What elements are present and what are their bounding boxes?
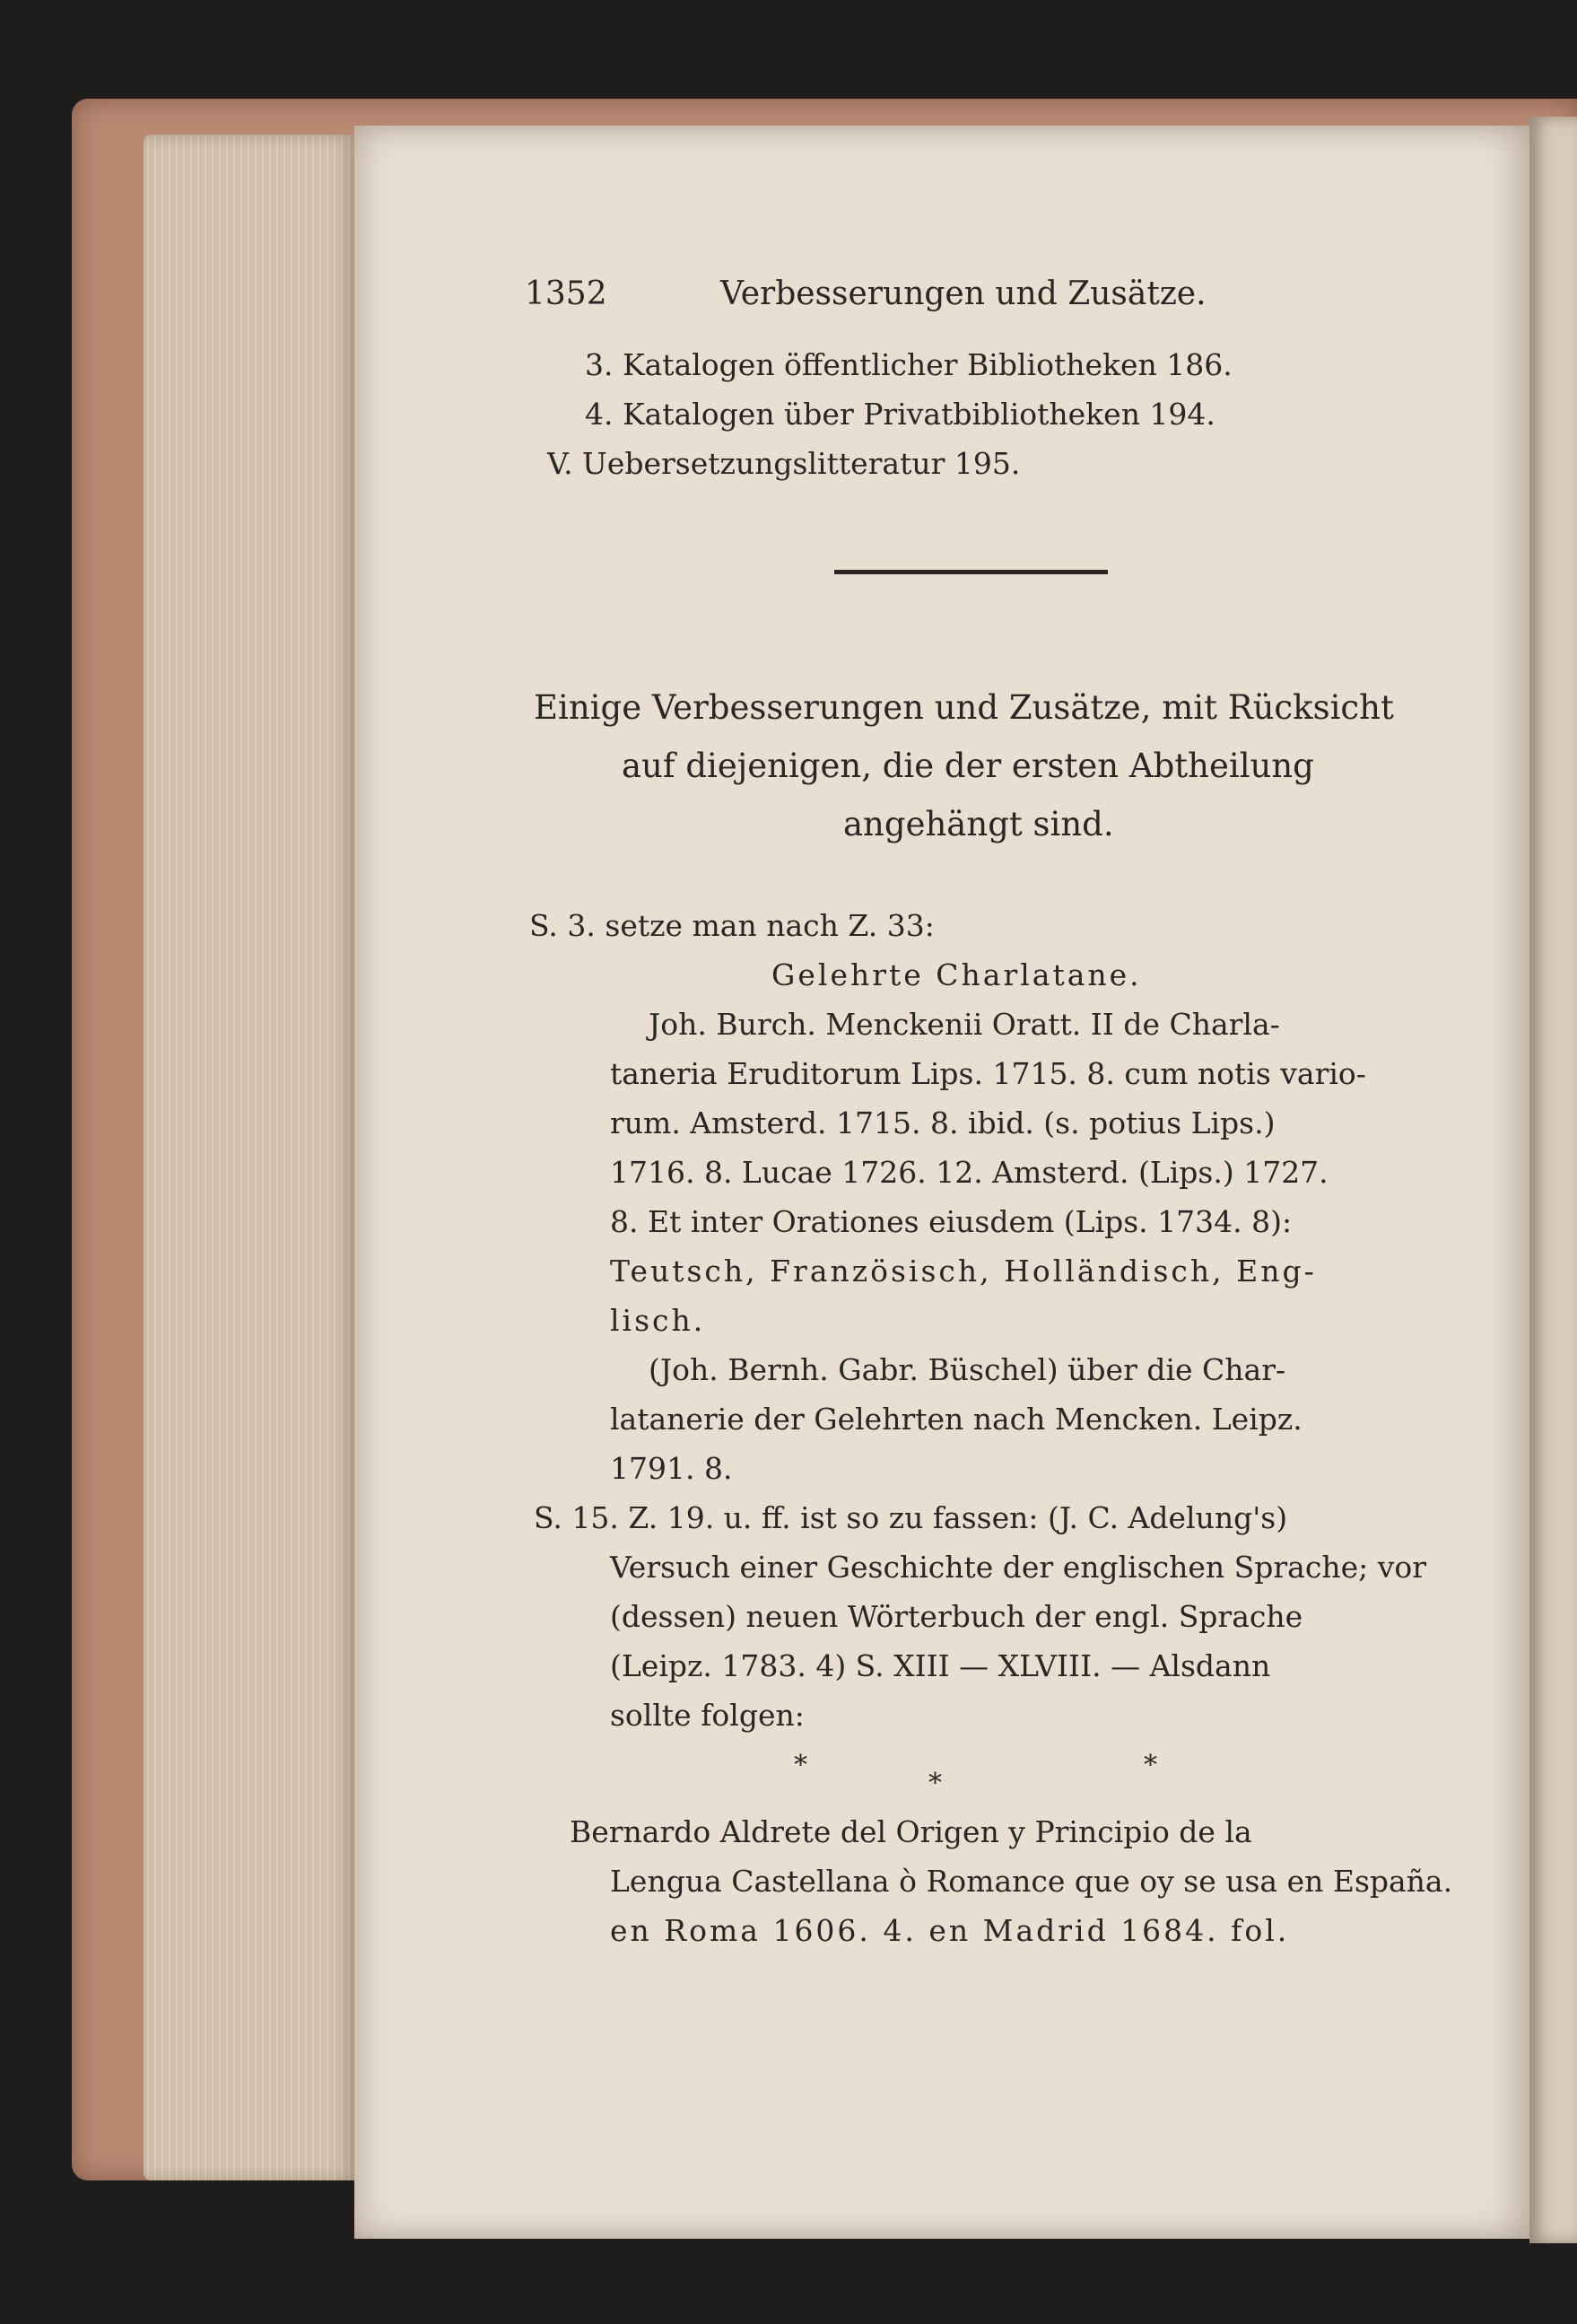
section-heading-line3: angehängt sind. <box>843 805 1114 843</box>
entry-line: S. 15. Z. 19. u. ff. ist so zu fassen: (J. C. Adelung's) <box>534 1500 1288 1535</box>
entry-line: 8. Et inter Orationes eiusdem (Lips. 1734. 8): <box>610 1204 1293 1239</box>
entry-line: taneria Eruditorum Lips. 1715. 8. cum notis vario- <box>610 1056 1366 1091</box>
running-title: Verbesserungen und Zusätze. <box>720 275 1207 312</box>
facing-page-edge <box>1529 117 1577 2243</box>
entry-line: (dessen) neuen Wörterbuch der engl. Sprache <box>610 1599 1303 1634</box>
entry-line: Versuch einer Geschichte der englischen Sprache; vor <box>610 1550 1426 1585</box>
entry-line: Lengua Castellana ò Romance que oy se usa en España. <box>610 1864 1453 1899</box>
page-number: 1352 <box>525 275 607 312</box>
entry-line: Joh. Burch. Menckenii Oratt. II de Charla- <box>649 1007 1280 1042</box>
toc-item: 3. Katalogen öffentlicher Bibliotheken 186. <box>585 347 1233 382</box>
entry-line: 1716. 8. Lucae 1726. 12. Amsterd. (Lips.) 1727. <box>610 1155 1329 1190</box>
entry-line: lisch. <box>610 1303 706 1338</box>
entry-line: Teutsch, Französisch, Holländisch, Eng- <box>610 1254 1317 1289</box>
entry-line: latanerie der Gelehrten nach Mencken. Leipz. <box>610 1402 1303 1437</box>
entry-subheading: Gelehrte Charlatane. <box>771 957 1142 992</box>
toc-item: V. Uebersetzungslitteratur 195. <box>547 446 1021 481</box>
asterisk: * <box>794 1750 807 1781</box>
asterisk: * <box>928 1768 942 1799</box>
entry-line: rum. Amsterd. 1715. 8. ibid. (s. potius Lips.) <box>610 1105 1276 1140</box>
entry-line: (Joh. Bernh. Gabr. Büschel) über die Char- <box>649 1352 1286 1387</box>
asterisk: * <box>1144 1750 1157 1781</box>
entry-line: 1791. 8. <box>610 1451 733 1486</box>
section-heading-line1: Einige Verbesserungen und Zusätze, mit Rücksicht <box>534 688 1394 727</box>
entry-line: en Roma 1606. 4. en Madrid 1684. fol. <box>610 1913 1290 1948</box>
section-divider <box>834 570 1108 574</box>
page-edges <box>144 135 354 2180</box>
entry-line: sollte folgen: <box>610 1698 805 1733</box>
book-page <box>354 126 1529 2239</box>
entry-lead: S. 3. setze man nach Z. 33: <box>529 908 935 943</box>
entry-line: (Leipz. 1783. 4) S. XIII — XLVIII. — Alsdann <box>610 1648 1271 1683</box>
entry-line: Bernardo Aldrete del Origen y Principio de la <box>570 1814 1252 1849</box>
toc-item: 4. Katalogen über Privatbibliotheken 194. <box>585 397 1215 432</box>
section-heading-line2: auf diejenigen, die der ersten Abtheilung <box>622 747 1314 785</box>
